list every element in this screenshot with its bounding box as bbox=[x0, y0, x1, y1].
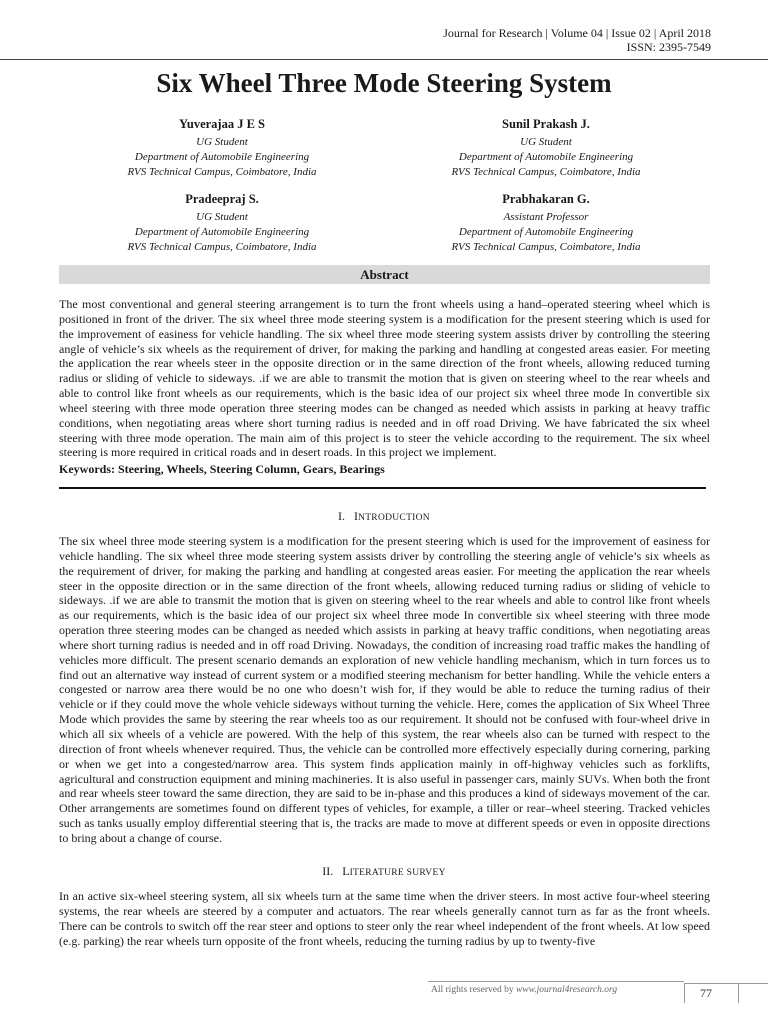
author-department: Department of Automobile Engineering bbox=[134, 226, 310, 238]
page-number: 77 bbox=[700, 986, 712, 1000]
author-department: Department of Automobile Engineering bbox=[458, 226, 634, 238]
author-role: UG Student bbox=[520, 136, 572, 148]
author-block bbox=[57, 116, 387, 180]
section-title-rest: NTRODUCTION bbox=[358, 513, 430, 523]
abstract-text: The most conventional and general steering arrangement is to turn the front wheels using a hand–operated steering wheel which is positioned in front of the driver. The six wheel three mode steering system is a modification for the present steering which is used for the improvement of easiness for vehicle handling. The six wheel three mode steering system assists driver by controlling the steering angle of vehicle’s six wheels as the requirement of driver, for making the parking and handling at congested areas easier. For meeting the application the rear wheels steer in the opposite direction or in the same direction of the front wheels, allowing reduced turning radius or sliding of vehicle to sideways. .if we are able to transmit the motion that is given on steering wheel to the rear wheels and able to control like front wheels as our requirements, which is the basic idea of our project six wheel three mode In convertible six wheel steering with three mode operation three steering modes can be changed as needed which assists in parking at heavy traffic conditions, when negotiating areas where short turning radius is needed and in off road Driving. We have fabricated the six wheel steering with three mode operation. The main aim of this project is to steer the vehicle according to the requirement. The six wheel steering is more required in critical roads and in desert roads. In this project we implement. bbox=[59, 297, 710, 460]
author-block bbox=[381, 116, 711, 180]
section-title-initial: L bbox=[342, 864, 350, 878]
introduction-text: The six wheel three mode steering system is a modification for the present steering which is used for the improvement of easiness for vehicle handling. The six wheel three mode steering system assists driver by controlling the steering angle of vehicle’s six wheels as the requirement of driver, for making the parking and handling at congested areas easier. For meeting the application the rear wheels steer in the opposite direction or in the same direction of the front wheels, allowing reduced turning radius or sliding of vehicle to sideways. .if we are able to transmit the motion that is given on steering wheel to the rear wheels and able to control like front wheels as our requirements, which is the basic idea of our project six wheel three mode In convertible six wheel steering with three mode operation three steering modes can be changed as needed which assists in parking at heavy traffic conditions, when negotiating areas where short turning radius is needed and in off road Driving. Nowadays, the condition of increasing road traffic makes the handling of vehicles more difficult. The present scenario demands an exploration of new vehicle handling mechanism, which in turn forces us to find out an alternative way instead of current system or a modified steering mechanism for better handling. While the vehicle enters a congested or narrow area there would be no one who doesn’t wish for, if they would be able to reduce the turning radius of their vehicle or if they could move the whole vehicle sideways without turning the vehicle. Here, comes the application of Six Wheel Three Mode which provides the same by steering the rear wheels too as our requirement. It should not be confused with four-wheel drive in which all six wheels of a vehicle are powered. With the help of this system, the rear wheels also can be turned with respect to the direction of front wheels whenever required. Thus, the vehicle can be controlled more effectively especially during cornering, parking or when we get into a congested/narrow area. This system finds application mainly in off-highway vehicles such as forklifts, agricultural and construction equipment and mining machineries. It is also useful in passenger cars, mainly SUVs. When both the front and rear wheels steer toward the same direction, they are said to be in-phase and this produces a kind of sideways movement of the car. Other arrangements are sometimes found on different types of vehicles, for example, a tiller or rear–wheel steering. Tracked vehicles such as tanks usually employ differential steering that is, the tracks are made to move at different speeds or even in opposite directions to bring about a change of course. bbox=[59, 534, 710, 845]
author-role: UG Student bbox=[196, 136, 248, 148]
author-institution: RVS Technical Campus, Coimbatore, India bbox=[451, 166, 641, 178]
paper-title: Six Wheel Three Mode Steering System bbox=[156, 68, 612, 98]
footer-rule bbox=[684, 983, 768, 984]
section-divider bbox=[59, 487, 706, 489]
journal-header bbox=[0, 26, 711, 54]
author-name: Pradeepraj S. bbox=[185, 192, 259, 206]
author-institution: RVS Technical Campus, Coimbatore, India bbox=[451, 241, 641, 253]
author-institution: RVS Technical Campus, Coimbatore, India bbox=[127, 166, 317, 178]
section-heading-literature-survey bbox=[0, 864, 768, 879]
author-block bbox=[57, 191, 387, 255]
header-rule bbox=[0, 59, 768, 60]
section-number: II. bbox=[322, 864, 334, 878]
abstract-heading: Abstract bbox=[59, 265, 710, 284]
rights-text: All rights reserved by bbox=[431, 985, 516, 995]
author-name: Prabhakaran G. bbox=[502, 192, 590, 206]
author-department: Department of Automobile Engineering bbox=[458, 151, 634, 163]
footer-divider bbox=[738, 983, 739, 1003]
footer-divider bbox=[684, 983, 685, 1003]
section-title-rest: ITERATURE SURVEY bbox=[349, 868, 446, 878]
literature-survey-text: In an active six-wheel steering system, all six wheels turn at the same time when the driver steers. In most active four-wheel steering systems, the rear wheels are steered by a computer and actuators. The rear wheels generally cannot turn as far as the front wheels. There can be controls to switch off the rear steer and options to steer only the rear wheel independent of the front wheels. At low speed (e.g. parking) the rear wheels turn opposite of the front wheels, reducing the turning radius by up to twenty-five bbox=[59, 889, 710, 948]
author-institution: RVS Technical Campus, Coimbatore, India bbox=[127, 241, 317, 253]
author-role: UG Student bbox=[196, 211, 248, 223]
author-role: Assistant Professor bbox=[503, 211, 589, 223]
author-name: Sunil Prakash J. bbox=[502, 117, 590, 131]
keywords: Keywords: Steering, Wheels, Steering Column, Gears, Bearings bbox=[59, 462, 385, 476]
section-title-initial: I bbox=[354, 509, 359, 523]
journal-info: Journal for Research | Volume 04 | Issue 02 | April 2018 bbox=[443, 26, 711, 40]
section-number: I. bbox=[338, 509, 346, 523]
issn: ISSN: 2395-7549 bbox=[626, 40, 711, 54]
author-department: Department of Automobile Engineering bbox=[134, 151, 310, 163]
footer-rights bbox=[431, 985, 681, 995]
footer-rule bbox=[428, 981, 684, 982]
journal-url-link[interactable]: www.journal4research.org bbox=[515, 985, 618, 995]
author-block bbox=[381, 191, 711, 255]
section-heading-introduction bbox=[0, 509, 768, 524]
author-name: Yuverajaa J E S bbox=[178, 117, 265, 131]
